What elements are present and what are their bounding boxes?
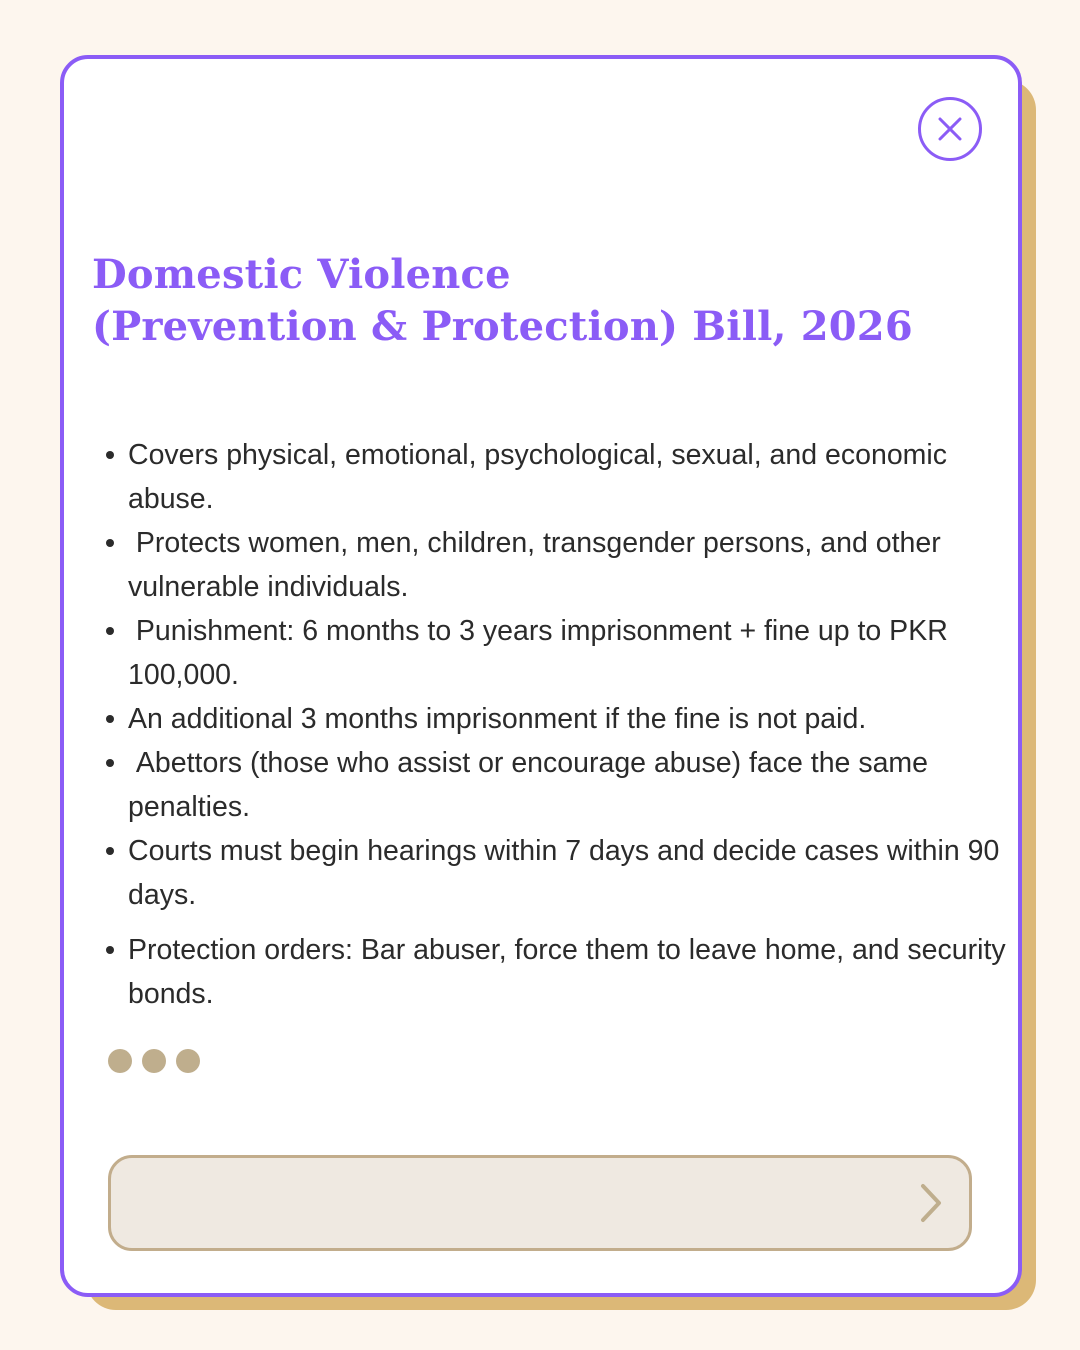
- dot-1: [108, 1049, 132, 1073]
- bullet-item-courts: Courts must begin hearings within 7 days and decide cases within 90 days.: [92, 829, 1012, 917]
- title-line-1: Domestic Violence: [92, 251, 511, 298]
- close-button[interactable]: [918, 97, 982, 161]
- chevron-right-icon: [918, 1183, 944, 1223]
- dialog-card: [60, 55, 1022, 1297]
- close-icon: [935, 114, 965, 144]
- dot-2: [142, 1049, 166, 1073]
- bullet-item-protected-persons: Protects women, men, children, transgender persons, and other vulnerable individuals.: [92, 521, 1012, 609]
- next-button[interactable]: [911, 1182, 951, 1224]
- bullet-item-abettors: Abettors (those who assist or encourage abuse) face the same penalties.: [92, 741, 1012, 829]
- message-input[interactable]: [108, 1155, 972, 1251]
- bullet-item-protection-orders: Protection orders: Bar abuser, force them to leave home, and security bonds.: [92, 928, 1012, 1016]
- bullet-item-abuse-types: Covers physical, emotional, psychological, sexual, and economic abuse.: [92, 433, 1012, 521]
- bullet-item-additional-imprisonment: An additional 3 months imprisonment if the fine is not paid.: [92, 697, 1012, 741]
- dot-3: [176, 1049, 200, 1073]
- title-line-2: (Prevention & Protection) Bill, 2026: [92, 303, 913, 350]
- page-title: [92, 249, 913, 353]
- bullet-list: [92, 433, 1012, 1016]
- bullet-item-punishment: Punishment: 6 months to 3 years imprisonment + fine up to PKR 100,000.: [92, 609, 1012, 697]
- ellipsis-dots-icon: [108, 1049, 200, 1073]
